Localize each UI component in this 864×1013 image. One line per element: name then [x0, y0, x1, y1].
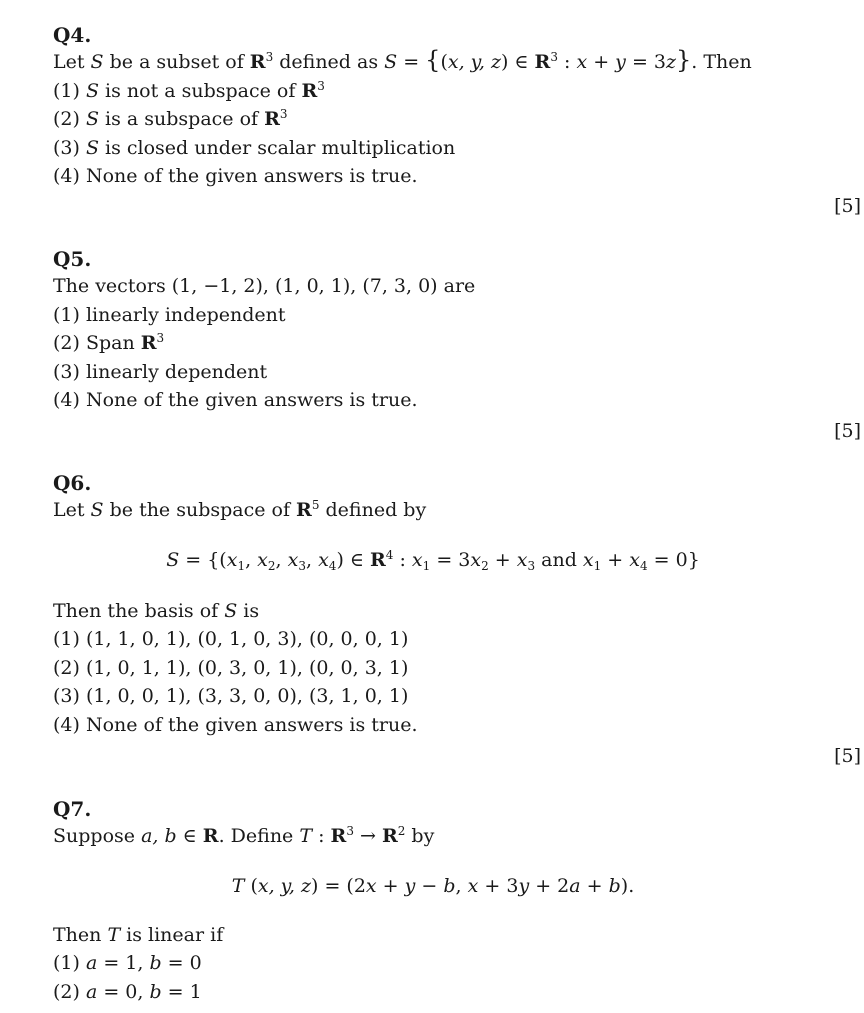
- option-2: (2) S is a subspace of $R^3$: [53, 107, 288, 130]
- question-q6: [53, 470, 853, 739]
- question-label: Q4.: [53, 23, 92, 47]
- question-stem: The vectors (1, −1, 2), (1, 0, 1), (7, 3, 0) are: [53, 275, 476, 297]
- lead-text: Then the basis of S is: [53, 599, 260, 622]
- question-stem: Suppose a, b ∈ R. Define T : $R^3 \to R^2$ by: [53, 824, 435, 847]
- question-stem: Let S be the subspace of $R^5$ defined by: [53, 498, 427, 521]
- option-4: (4) None of the given answers is true.: [53, 713, 418, 736]
- display-equation: T (x, y, z) = (2x + y − b, x + 3y + 2a + b).: [231, 874, 635, 897]
- option-1: (1) S is not a subspace of $R^3$: [53, 78, 325, 102]
- marks: [5]: [834, 195, 861, 217]
- marks: [5]: [834, 420, 861, 442]
- option-2: (2) (1, 0, 1, 1), (0, 3, 0, 1), (0, 0, 3, 1): [53, 656, 409, 679]
- option-3: (3) linearly dependent: [53, 360, 268, 383]
- question-label: Q5.: [53, 247, 92, 271]
- option-1: (1) linearly independent: [53, 303, 286, 326]
- question-label: Q6.: [53, 471, 92, 495]
- option-1: (1) a = 1, b = 0: [53, 952, 202, 974]
- question-stem: Let S be a subset of $R^3$ defined as S = {(x, y, z) ∈ $R^3$ : x + y = 3z}. Then: [53, 46, 752, 74]
- option-3: (3) (1, 0, 0, 1), (3, 3, 0, 0), (3, 1, 0, 1): [53, 685, 409, 707]
- lead-text: Then T is linear if: [53, 923, 224, 946]
- question-q7: [53, 796, 853, 1006]
- question-label: Q7.: [53, 797, 92, 821]
- option-2: (2) Span $R^3$: [53, 331, 165, 354]
- display-equation: $S = \{(x_1$, $x_2$, $x_3$, $x_4$) ∈ $R^4$ : $x_1 = 3x_2 + x_3$ and $x_1 + x_4 = 0$}: [166, 547, 700, 573]
- option-2: (2) a = 0, b = 1: [53, 980, 202, 1003]
- marks: [5]: [834, 745, 861, 767]
- option-1: (1) (1, 1, 0, 1), (0, 1, 0, 3), (0, 0, 0, 1): [53, 628, 409, 650]
- question-q5: [53, 246, 853, 415]
- option-4: (4) None of the given answers is true.: [53, 165, 418, 187]
- option-4: (4) None of the given answers is true.: [53, 389, 418, 411]
- option-3: (3) S is closed under scalar multiplication: [53, 136, 456, 159]
- question-q4: [53, 22, 853, 191]
